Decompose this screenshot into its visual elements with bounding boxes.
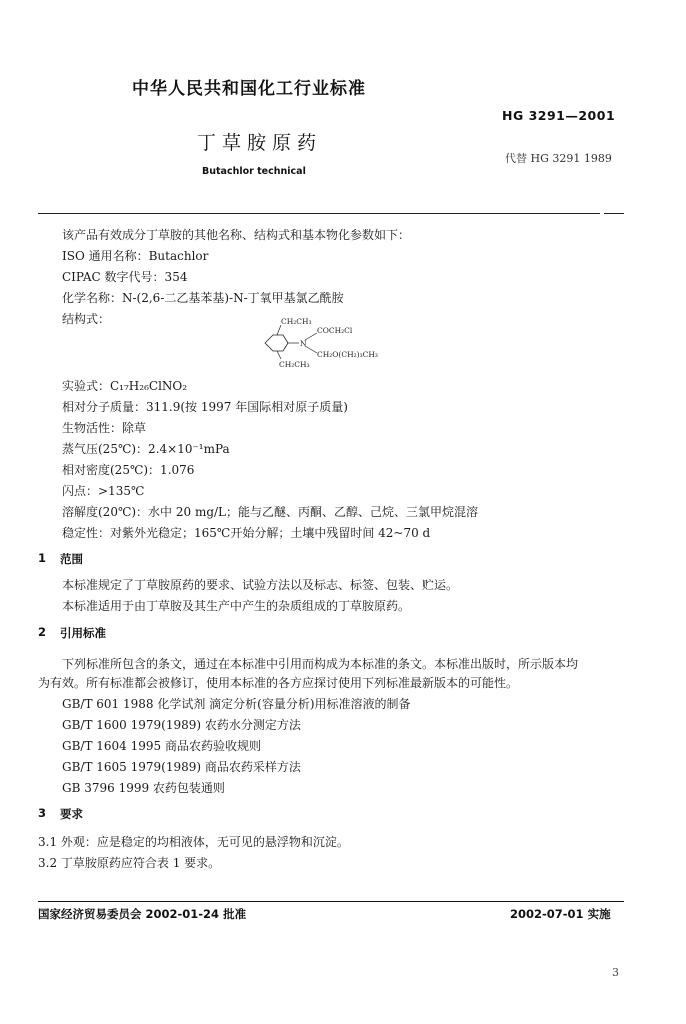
structure-label: 结构式： [62,312,111,326]
vapor-pressure: 蒸气压(25℃)：2.4×10⁻¹mPa [62,442,230,456]
section-2-title: 引用标准 [60,626,106,640]
solubility: 溶解度(20℃)：水中 20 mg/L；能与乙醚、丙酮、乙醇、己烷、三氯甲烷混溶 [62,505,479,519]
references-paragraph-line-1: 下列标准所包含的条文，通过在本标准中引用而构成为本标准的条文。本标准出版时，所示版本均 [62,657,579,671]
scope-paragraph-2: 本标准适用于由丁草胺及其生产中产生的杂质组成的丁草胺原药。 [62,599,411,613]
scope-paragraph-1: 本标准规定了丁草胺原药的要求、试验方法以及标志、标签、包装、贮运。 [62,578,459,592]
replaces-note: 代替 HG 3291 1989 [505,152,612,165]
struct-top-ethyl: CH₂CH₃ [281,317,312,326]
references-paragraph-line-2: 为有效。所有标准都会被修订，使用本标准的各方应探讨使用下列标准最新版本的可能性。 [38,676,519,690]
stability: 稳定性：对紫外光稳定；165℃开始分解；土壤中残留时间 42~70 d [62,526,431,540]
standard-title: 中华人民共和国化工行业标准 [132,79,366,99]
structural-formula [255,313,395,373]
reference-item: GB/T 1600 1979(1989) 农药水分测定方法 [62,718,301,732]
standard-number: HG 3291—2001 [502,108,616,123]
approval-date: 国家经济贸易委员会 2002-01-24 批准 [38,907,247,921]
relative-density: 相对密度(25℃)：1.076 [62,463,195,477]
struct-butoxymethyl: CH₂O(CH₂)₃CH₃ [317,350,378,359]
section-1-title: 范围 [60,552,83,566]
reference-item: GB/T 1605 1979(1989) 商品农药采样方法 [62,760,301,774]
section-3-title: 要求 [60,807,83,821]
requirement-3-1: 3.1 外观：应是稳定的均相液体，无可见的悬浮物和沉淀。 [38,835,349,849]
molecular-weight: 相对分子质量：311.9(按 1997 年国际相对原子质量) [62,400,348,414]
cipac-code: CIPAC 数字代号：354 [62,270,188,284]
chemical-name: 化学名称：N-(2,6-二乙基苯基)-N-丁氧甲基氯乙酰胺 [62,291,344,305]
requirement-3-2: 3.2 丁草胺原药应符合表 1 要求。 [38,856,221,870]
document-title-english: Butachlor technical [202,166,306,177]
footer-divider [38,901,624,902]
bio-activity: 生物活性：除草 [62,421,147,435]
reference-item: GB/T 1604 1995 商品农药验收规则 [62,739,261,753]
section-2-number: 2 [38,625,47,639]
section-3-number: 3 [38,806,47,820]
document-title: 丁草胺原药 [197,132,323,154]
intro-lead: 该产品有效成分丁草胺的其他名称、结构式和基本物化参数如下： [62,228,411,242]
struct-nitrogen: N [300,339,307,348]
section-1-number: 1 [38,551,47,565]
struct-acyl: COCH₂Cl [317,326,353,335]
implementation-date: 2002-07-01 实施 [510,907,611,921]
empirical-formula: 实验式：C₁₇H₂₆ClNO₂ [62,379,188,393]
page-number: 3 [612,966,619,979]
header-divider [38,213,600,214]
flash-point: 闪点：>135℃ [62,484,145,498]
reference-item: GB/T 601 1988 化学试剂 滴定分析(容量分析)用标准溶液的制备 [62,697,411,711]
header-divider-tail [604,213,624,214]
reference-item: GB 3796 1999 农药包装通则 [62,781,225,795]
struct-bottom-ethyl: CH₂CH₃ [279,360,310,369]
iso-name: ISO 通用名称：Butachlor [62,249,209,263]
